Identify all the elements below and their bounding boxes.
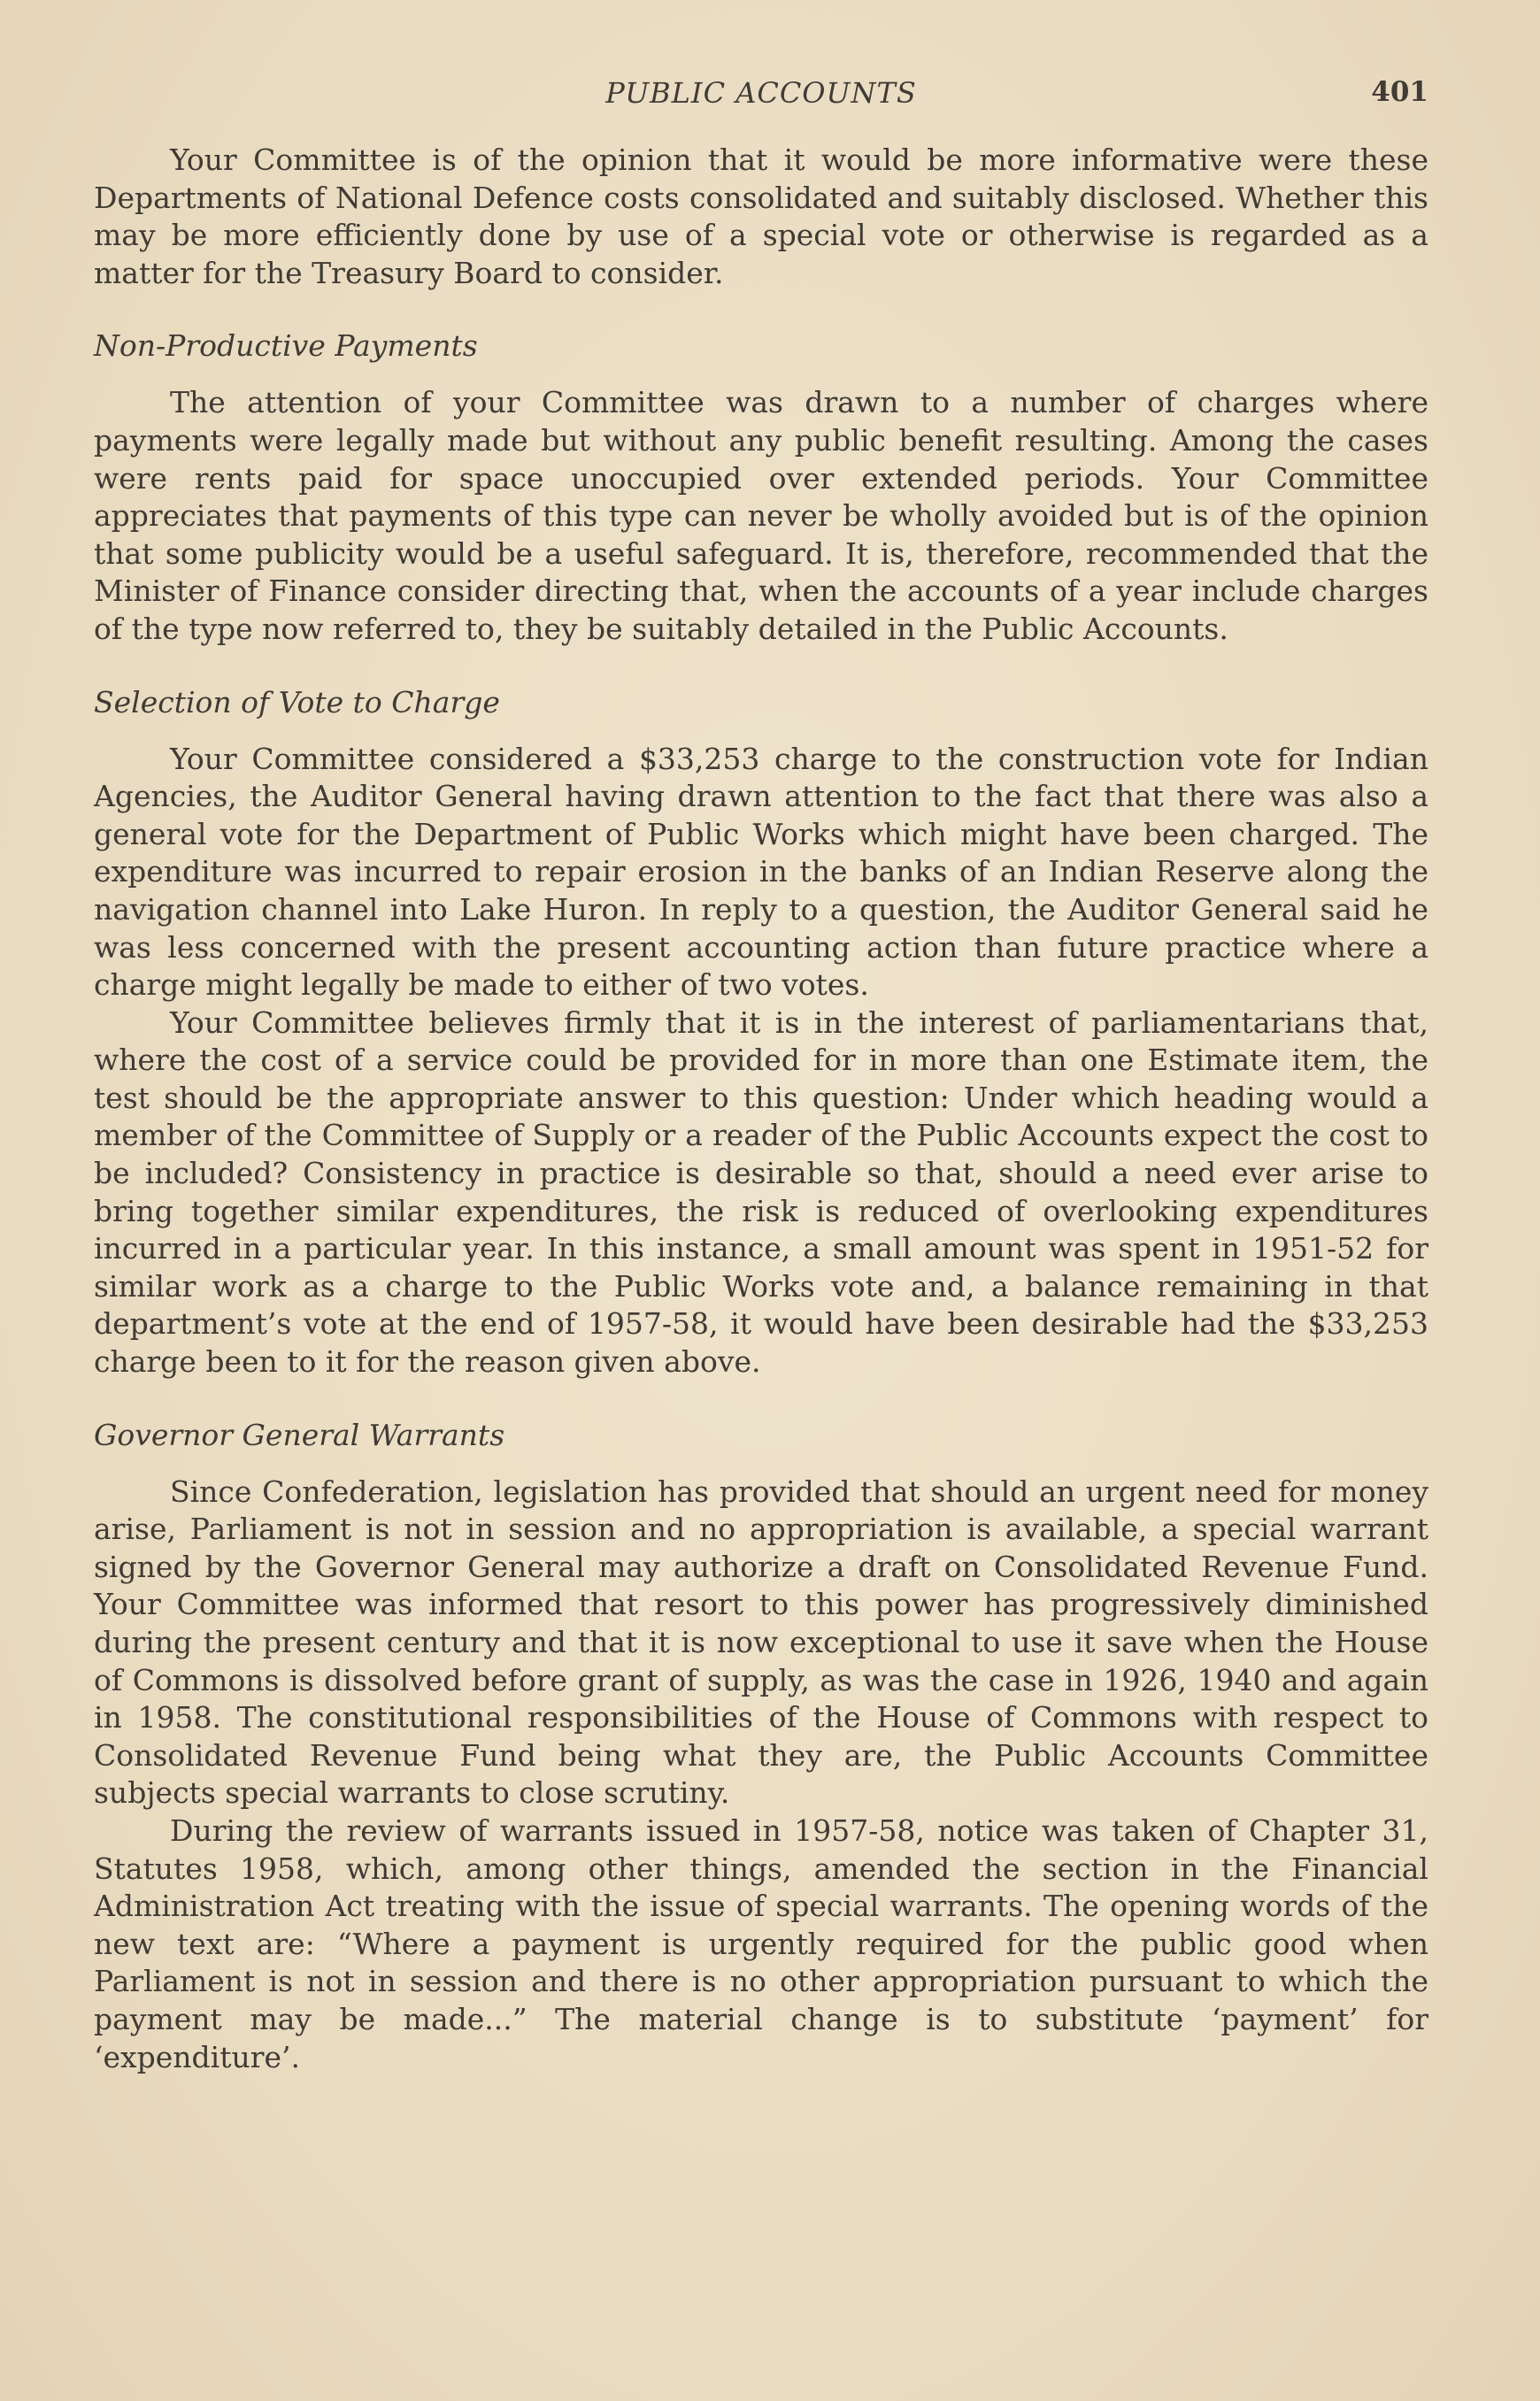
- paragraph-selection-of-vote-1: Your Committee considered a $33,253 charge to the construction vote for Indian Agencies, the Auditor General having drawn attention to the fact that there was also a general vote for the Department of Public Works which might have been charged. The expenditure was incurred to repair erosion in the banks of an Indian Reserve along the navigation channel into Lake Huron. In reply to a question, the Auditor General said he was less concerned with the present accounting action than future practice where a charge might legally be made to either of two votes.: [94, 741, 1428, 1003]
- section-heading-non-productive-payments: Non-Productive Payments: [94, 328, 478, 364]
- paragraph-selection-of-vote-2: Your Committee believes firmly that it is in the interest of parliamentarians that, where the cost of a service could be provided for in more than one Estimate item, the test should be the appropriate answer to this question: Under which heading would a member of the Committee of Supply or a reader of the Public Accounts expect the cost to be included? Consistency in practice is desirable so that, should a need ever arise to bring together similar expenditures, the risk is reduced of overlooking expenditures incurred in a particular year. In this instance, a small amount was spent in 1951-52 for similar work as a charge to the Public Works vote and, a balance remaining in that department’s vote at the end of 1957-58, it would have been desirable had the $33,253 charge been to it for the reason given above.: [94, 1004, 1428, 1380]
- paragraph-governor-general-warrants-1: Since Confederation, legislation has provided that should an urgent need for money arise, Parliament is not in session and no appropriation is available, a special warrant signed by the Governor General may authorize a draft on Consolidated Revenue Fund. Your Committee was informed that resort to this power has progressively diminished during the present century and that it is now exceptional to use it save when the House of Commons is dissolved before grant of supply, as was the case in 1926, 1940 and again in 1958. The constitutional responsibilities of the House of Commons with respect to Consolidated Revenue Fund being what they are, the Public Accounts Committee subjects special warrants to close scrutiny.: [94, 1474, 1428, 1811]
- document-page: [94, 73, 1428, 2076]
- page-header: [94, 73, 1428, 122]
- section-heading-selection-of-vote: Selection of Vote to Charge: [94, 684, 500, 720]
- page-number: 401: [1371, 76, 1428, 108]
- intro-paragraph: Your Committee is of the opinion that it would be more informative were these Departments of National Defence costs consolidated and suitably disclosed. Whether this may be more efficiently done by use of a special vote or otherwise is regarded as a matter for the Treasury Board to consider.: [94, 142, 1428, 290]
- running-title: PUBLIC ACCOUNTS: [605, 76, 917, 110]
- paragraph-governor-general-warrants-2: During the review of warrants issued in 1957-58, notice was taken of Chapter 31, Statutes 1958, which, among other things, amended the section in the Financial Administration Act treating with the issue of special warrants. The opening words of the new text are: “Where a payment is urgently required for the public good when Parliament is not in session and there is no other appropriation pursuant to which the payment may be made...” The material change is to substitute ‘payment’ for ‘expenditure’.: [94, 1812, 1428, 2074]
- paragraph-non-productive-payments: The attention of your Committee was drawn to a number of charges where payments were legally made but without any public benefit resulting. Among the cases were rents paid for space unoccupied over extended periods. Your Committee appreciates that payments of this type can never be wholly avoided but is of the opinion that some publicity would be a useful safeguard. It is, therefore, recommended that the Minister of Finance consider directing that, when the accounts of a year include charges of the type now referred to, they be suitably detailed in the Public Accounts.: [94, 385, 1428, 646]
- section-heading-governor-general-warrants: Governor General Warrants: [94, 1417, 505, 1452]
